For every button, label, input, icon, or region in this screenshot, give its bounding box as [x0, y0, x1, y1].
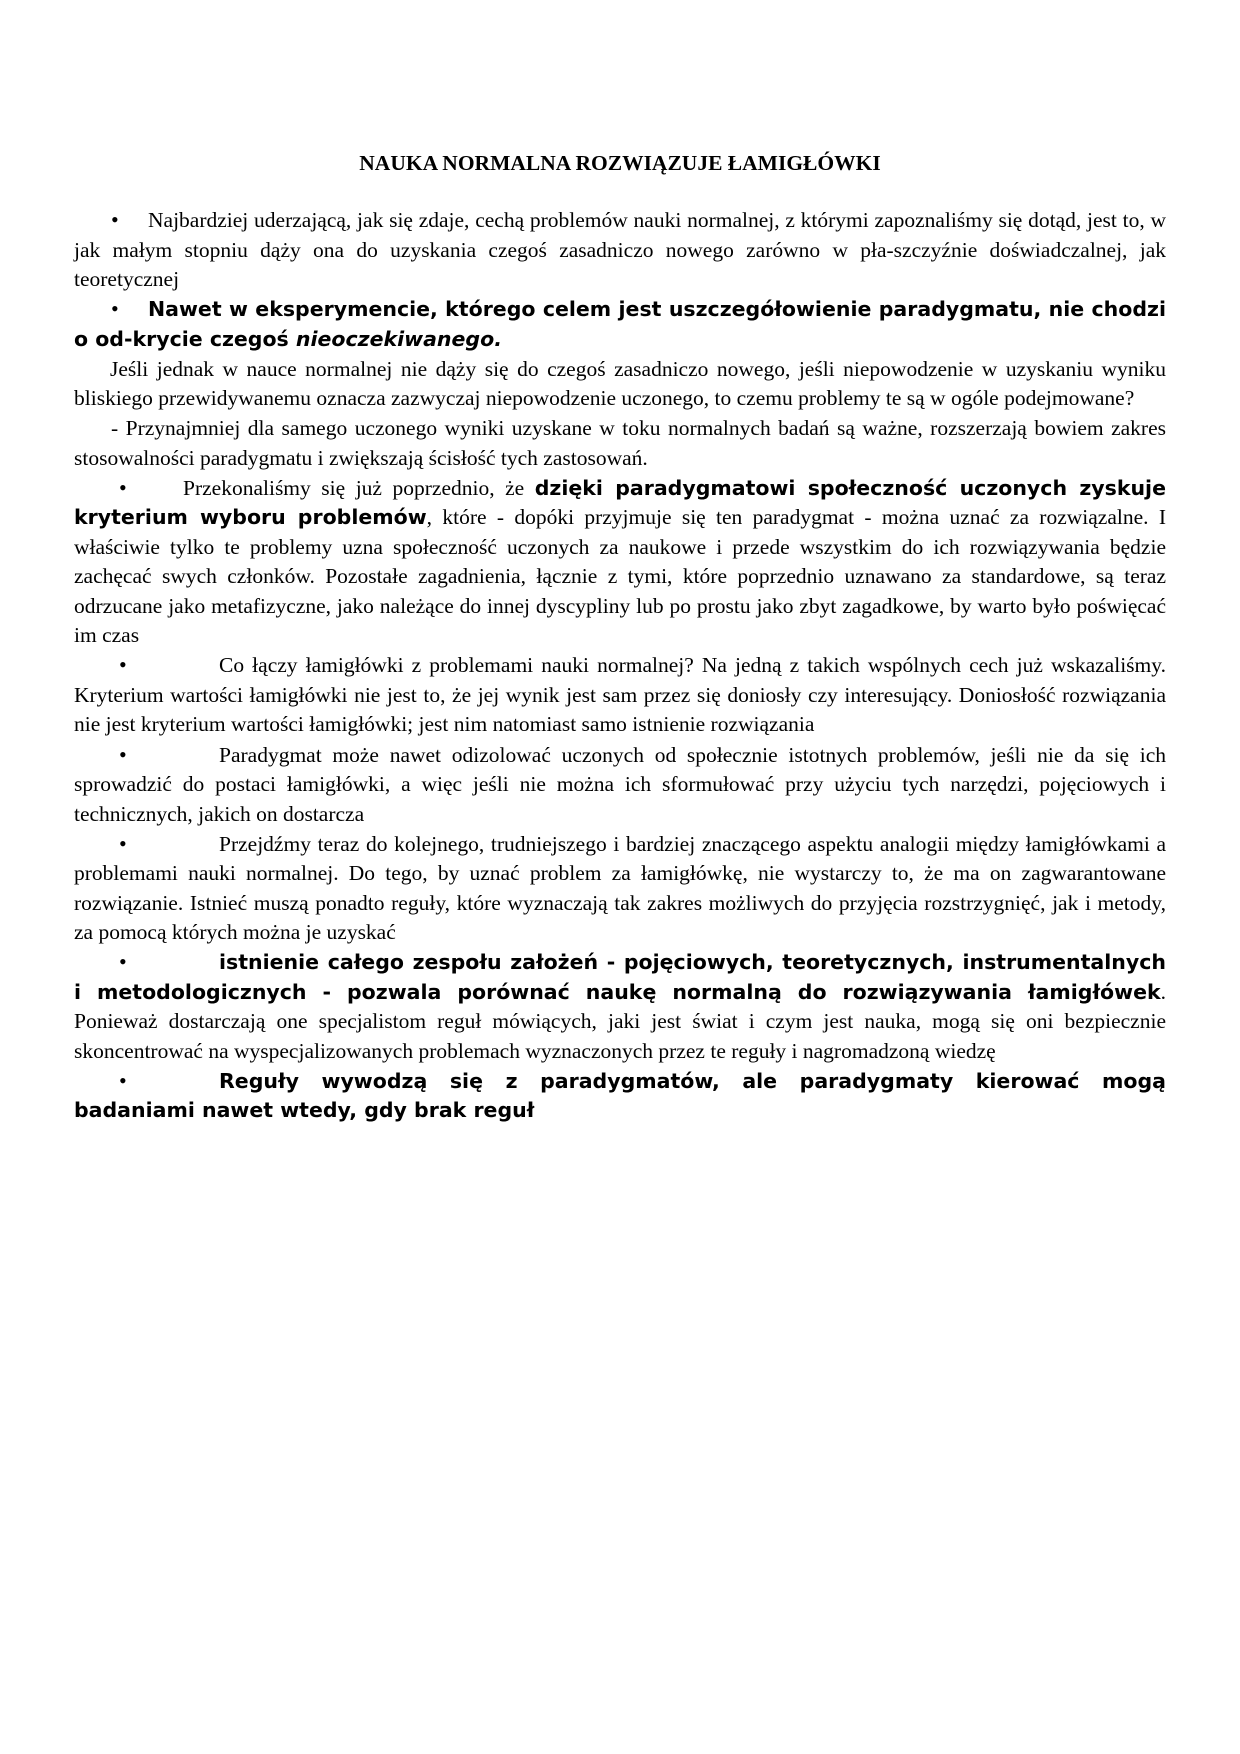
- paragraph-2-italic: nieoczekiwanego.: [295, 326, 502, 351]
- document-body: [74, 206, 1166, 1126]
- bullet-icon: •: [119, 949, 127, 975]
- paragraph-9: [74, 948, 1166, 1066]
- paragraph-10-bold: Reguły wywodzą się z paradygmatów, ale paradygmaty kierować mogą badaniami nawet wtedy, gdy brak reguł: [74, 1068, 1166, 1123]
- bullet-icon: •: [111, 296, 119, 322]
- paragraph-9-text: . Ponieważ dostarczają one specjalistom reguł mówiących, jaki jest świat i czym jest nauka, mogą się oni bezpiecznie skoncentrować na wyspecjalizowanych problemach wyznaczonych przez te reguły i nagromadzoną wiedzę: [74, 979, 1166, 1063]
- bullet-icon: •: [119, 830, 127, 856]
- paragraph-1-text: Najbardziej uderzającą, jak się zdaje, cechą problemów nauki normalnej, z którymi zapoznaliśmy się dotąd, jest to, w jak małym stopniu dąży ona do uzyskania czegoś zasadniczo nowego zarówno w pła-szczyźnie doświadczalnej, jak teoretycznej: [74, 208, 1166, 291]
- document-title: NAUKA NORMALNA ROZWIĄZUJE ŁAMIGŁÓWKI: [359, 151, 881, 175]
- paragraph-9-bold: istnienie całego zespołu założeń - pojęciowych, teoretycznych, instrumentalnych i metodologicznych - pozwala porównać naukę normalną do rozwiązywania łamigłówek: [74, 950, 1166, 1004]
- paragraph-8-text: Przejdźmy teraz do kolejnego, trudniejszego i bardziej znaczącego aspektu analogii między łamigłówkami a problemami nauki normalnej. Do tego, by uznać problem za łamigłówkę, nie wystarczy to, że ma on zagwarantowane rozwiązanie. Istnieć muszą ponadto reguły, które wyznaczają tak zakres możliwych do przyjęcia rozstrzygnięć, jak i metody, za pomocą których można je uzyskać: [74, 831, 1166, 945]
- paragraph-2-bold: Nawet w eksperymencie, którego celem jest uszczegółowienie paradygmatu, nie chodzi o od-krycie czegoś: [74, 297, 1166, 351]
- paragraph-10: [74, 1067, 1166, 1126]
- paragraph-7-text: Paradygmat może nawet odizolować uczonych od społecznie istotnych problemów, jeśli nie da się ich sprowadzić do postaci łamigłówki, a więc jeśli nie można ich sformułować przy użyciu tych narzędzi, pojęciowych i technicznych, jakich on dostarcza: [74, 742, 1166, 826]
- paragraph-5-text-a: Przekonaliśmy się już poprzednio, że: [183, 475, 535, 500]
- bullet-icon: •: [119, 741, 127, 767]
- bullet-icon: •: [111, 207, 119, 232]
- paragraph-5-text-b: , które - dopóki przyjmuje się ten paradygmat - można uznać za rozwiązalne. I właściwie tylko te problemy uzna społeczność uczonych za naukowe i przede wszystkim do ich rozwiązywania będzie zachęcać swych członków. Pozostałe zagadnienia, łącznie z tymi, które poprzednio uznawano za standardowe, są teraz odrzucane jako metafizyczne, jako należące do innej dyscypliny lub po prostu jako zbyt zagadkowe, by warto było poświęcać im czas: [74, 505, 1167, 648]
- paragraph-6: [74, 651, 1166, 740]
- bullet-icon: •: [119, 652, 127, 678]
- bullet-icon: •: [119, 474, 127, 500]
- paragraph-3: Jeśli jednak w nauce normalnej nie dąży się do czegoś zasadniczo nowego, jeśli niepowodzenie w uzyskaniu wyniku bliskiego przewidywanemu oznacza zazwyczaj niepowodzenie uczonego, to czemu problemy te są w ogóle podejmowane?: [74, 356, 1166, 411]
- paragraph-2: [74, 295, 1166, 354]
- paragraph-6-text: Co łączy łamigłówki z problemami nauki normalnej? Na jedną z takich wspólnych cech już wskazaliśmy. Kryterium wartości łamigłówki nie jest to, że jej wynik jest sam przez się doniosły czy interesujący. Doniosłość rozwiązania nie jest kryterium wartości łamigłówki; jest nim natomiast samo istnienie rozwiązania: [74, 653, 1166, 737]
- paragraph-1: [74, 206, 1166, 295]
- paragraph-8: [74, 830, 1166, 948]
- paragraph-5: [74, 474, 1166, 651]
- paragraph-4: - Przynajmniej dla samego uczonego wyniki uzyskane w toku normalnych badań są ważne, rozszerzają bowiem zakres stosowalności paradygmatu i zwiększają ścisłość tych zastosowań.: [74, 416, 1166, 470]
- bullet-icon: •: [119, 1067, 127, 1093]
- paragraph-7: [74, 741, 1166, 830]
- paragraph-5-bold: dzięki paradygmatowi społeczność uczonych zyskuje kryterium wyboru problemów: [74, 475, 1166, 530]
